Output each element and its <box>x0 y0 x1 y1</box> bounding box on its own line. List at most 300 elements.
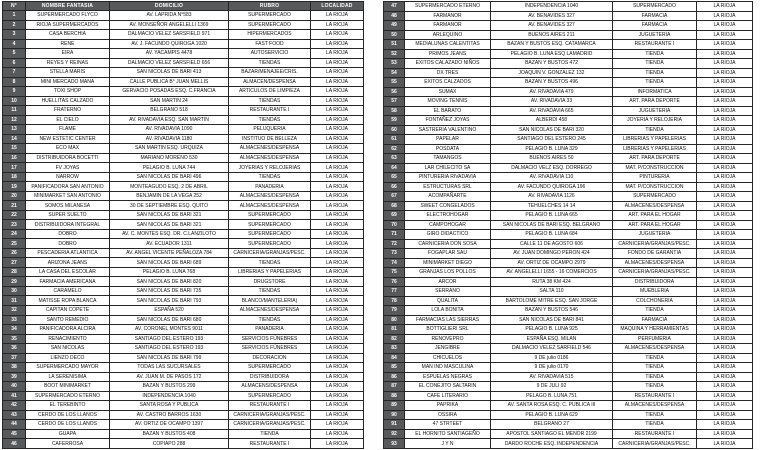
cell-nombre-fantasia: EIRA <box>26 49 110 59</box>
cell-domicilio: SAN NICOLAS DE BARI 321 <box>110 220 229 230</box>
cell-domicilio: SAN NICOLAS DE BARI 413 <box>110 68 229 78</box>
cell-domicilio: PELAGIO B. LUNA 329 <box>491 144 613 154</box>
cell-rubro: TIENDAS <box>229 115 311 125</box>
cell-nombre-fantasia: GRANJAS LOS POLLOS <box>405 268 491 278</box>
table-row <box>384 30 753 40</box>
cell-rubro: JUGUETERIA <box>613 106 697 116</box>
cell-number: 58 <box>384 106 405 116</box>
cell-domicilio: MARIANO MORENO 530 <box>110 153 229 163</box>
cell-number: 72 <box>384 239 405 249</box>
cell-domicilio: BAZAN Y BUSTOS 408 <box>110 429 229 439</box>
cell-number: 30 <box>3 286 26 296</box>
cell-rubro: SUPERMERCADO <box>229 363 311 373</box>
cell-number: 5 <box>3 49 26 59</box>
cell-rubro: JOYERIAS Y RELOJERIAS <box>229 163 311 173</box>
cell-domicilio: PELAGIO B. LUNA 684 <box>491 230 613 240</box>
cell-localidad: LA RIOJA <box>697 173 753 183</box>
cell-localidad: LA RIOJA <box>311 296 364 306</box>
cell-nombre-fantasia: CERDO DE LOS LLANOS <box>26 410 110 420</box>
cell-rubro: TIENDA <box>613 59 697 69</box>
column-header-localidad: LOCALIDAD <box>311 2 364 11</box>
cell-number: 37 <box>3 353 26 363</box>
table-row <box>384 59 753 69</box>
table-row <box>384 420 753 430</box>
cell-nombre-fantasia: CARAMELO <box>26 286 110 296</box>
cell-domicilio: AV. BENAVIDES 327 <box>491 21 613 31</box>
cell-number: 59 <box>384 116 405 126</box>
cell-nombre-fantasia: MINIMARKET DIEGO <box>405 258 491 268</box>
cell-rubro: PANADERIA <box>229 325 311 335</box>
cell-domicilio: AV. RIVADAVIA ESQ. SAN MARTIN <box>110 115 229 125</box>
cell-nombre-fantasia: FARMACIAS LAS SIERRAS <box>405 315 491 325</box>
cell-localidad: LA RIOJA <box>311 11 364 21</box>
cell-localidad: LA RIOJA <box>697 40 753 50</box>
cell-number: 8 <box>3 77 26 87</box>
cell-rubro: RESTAURANTE I <box>229 106 311 116</box>
cell-rubro: INFORMATICA <box>613 87 697 97</box>
cell-localidad: LA RIOJA <box>311 191 364 201</box>
business-table-left <box>2 1 364 449</box>
cell-domicilio: AV. CORONEL MONTES 9011 <box>110 325 229 335</box>
cell-localidad: LA RIOJA <box>311 420 364 430</box>
cell-number: 77 <box>384 287 405 297</box>
cell-number: 1 <box>3 11 26 21</box>
cell-number: 89 <box>384 401 405 411</box>
cell-localidad: LA RIOJA <box>311 134 364 144</box>
cell-domicilio: AV. RIVADAVIA 1126 <box>491 192 613 202</box>
cell-rubro: MUEBLERIA <box>613 287 697 297</box>
cell-localidad: LA RIOJA <box>311 334 364 344</box>
cell-domicilio: SAN NICOLAS DE BARI 799 <box>110 353 229 363</box>
cell-rubro: FARMACIA <box>613 21 697 31</box>
cell-localidad: LA RIOJA <box>697 268 753 278</box>
cell-rubro: BLANCO/MANTELERIA) <box>229 296 311 306</box>
cell-number: 80 <box>384 315 405 325</box>
cell-domicilio: ALBERDI 458 <box>491 116 613 126</box>
cell-nombre-fantasia: EL CIELO <box>26 115 110 125</box>
cell-rubro: FAST FOOD <box>229 39 311 49</box>
cell-localidad: LA RIOJA <box>697 78 753 88</box>
table-row <box>384 2 753 12</box>
cell-nombre-fantasia: ARLEQUINO <box>405 30 491 40</box>
table-row <box>3 163 364 173</box>
cell-localidad: LA RIOJA <box>311 201 364 211</box>
cell-number: 69 <box>384 211 405 221</box>
cell-domicilio: SANTIAGO DEL ESTERO 245 <box>491 135 613 145</box>
cell-rubro: ALMACENS/DESPENSA <box>229 382 311 392</box>
table-row <box>384 372 753 382</box>
cell-localidad: LA RIOJA <box>697 68 753 78</box>
cell-nombre-fantasia: FARMACIA AMERICANA <box>26 277 110 287</box>
table-row <box>384 306 753 316</box>
cell-domicilio: MONTEAGUDO ESQ. 2 DE ABRIL <box>110 182 229 192</box>
cell-nombre-fantasia: LA CASA DEL ESCOLAR <box>26 267 110 277</box>
table-row <box>3 277 364 287</box>
table-row <box>384 429 753 439</box>
cell-nombre-fantasia: BOTTIGLIERI SRL <box>405 325 491 335</box>
cell-domicilio: SANTIAGO DEL ESTERO 193 <box>110 334 229 344</box>
table-row <box>384 277 753 287</box>
cell-localidad: LA RIOJA <box>697 220 753 230</box>
cell-rubro: COLCHONERIA <box>613 296 697 306</box>
cell-number: 63 <box>384 154 405 164</box>
cell-nombre-fantasia: ESTRUCTURAS SRL <box>405 182 491 192</box>
cell-domicilio: PELAGIO B. LUNA ESQ LAMADRID <box>491 49 613 59</box>
cell-rubro: JUGUETERIA <box>613 230 697 240</box>
cell-domicilio: BENJAMIN DE LA VEGA 252 <box>110 191 229 201</box>
cell-rubro: ALMACENES/DESPENSA <box>613 201 697 211</box>
cell-domicilio: AV. RIVADAVIA 1090 <box>110 125 229 135</box>
cell-number: 70 <box>384 220 405 230</box>
cell-rubro: LIBRERIAS Y PAPELERIAS <box>613 144 697 154</box>
cell-domicilio: DALMACIO VELEZ SARSFIELD 656 <box>110 58 229 68</box>
cell-localidad: LA RIOJA <box>311 49 364 59</box>
cell-localidad: LA RIOJA <box>697 258 753 268</box>
cell-number: 45 <box>3 429 26 439</box>
cell-rubro: TIENDAS <box>229 315 311 325</box>
cell-nombre-fantasia: FARMANOR <box>405 21 491 31</box>
cell-number: 11 <box>3 106 26 116</box>
table-row <box>3 267 364 277</box>
cell-domicilio: SAN MARTIN 24 <box>110 96 229 106</box>
cell-localidad: LA RIOJA <box>311 172 364 182</box>
cell-nombre-fantasia: RENOVEPRO <box>405 334 491 344</box>
cell-number: 46 <box>3 439 26 449</box>
table-row <box>384 334 753 344</box>
table-row <box>3 191 364 201</box>
cell-number: 81 <box>384 325 405 335</box>
cell-domicilio: PELAGIO B. LUNA 768 <box>110 267 229 277</box>
cell-rubro: SUPERMERCADO <box>613 2 697 12</box>
cell-rubro: TIENDAS <box>229 96 311 106</box>
table-row <box>3 372 364 382</box>
cell-localidad: LA RIOJA <box>311 258 364 268</box>
cell-domicilio: ESPAÑA ESQ. MILAN <box>491 334 613 344</box>
table-row <box>384 97 753 107</box>
table-row <box>384 249 753 259</box>
cell-number: 52 <box>384 49 405 59</box>
cell-nombre-fantasia: SERRANO <box>405 287 491 297</box>
cell-number: 10 <box>3 96 26 106</box>
cell-localidad: LA RIOJA <box>311 286 364 296</box>
cell-localidad: LA RIOJA <box>697 439 753 449</box>
table-row <box>3 77 364 87</box>
cell-nombre-fantasia: CAFE LITERARIO <box>405 391 491 401</box>
table-row <box>3 201 364 211</box>
cell-localidad: LA RIOJA <box>311 30 364 40</box>
table-row <box>384 21 753 31</box>
table-row <box>384 40 753 50</box>
cell-localidad: LA RIOJA <box>311 363 364 373</box>
table-row <box>3 305 364 315</box>
cell-nombre-fantasia: SOMOS MILANESA <box>26 201 110 211</box>
cell-domicilio: 30 DE SEPTIEMBRE ESQ. QUITO <box>110 201 229 211</box>
table-row <box>384 68 753 78</box>
cell-number: 60 <box>384 125 405 135</box>
cell-rubro: ART. PARA EL HOGAR <box>613 211 697 221</box>
cell-localidad: LA RIOJA <box>697 382 753 392</box>
cell-nombre-fantasia: FRATERNO <box>26 106 110 116</box>
table-row <box>3 153 364 163</box>
cell-number: 41 <box>3 391 26 401</box>
cell-number: 50 <box>384 30 405 40</box>
cell-domicilio: INDEPENDENCIA 1040 <box>110 391 229 401</box>
table-row <box>3 334 364 344</box>
cell-localidad: LA RIOJA <box>311 410 364 420</box>
cell-localidad: LA RIOJA <box>697 144 753 154</box>
cell-nombre-fantasia: ACOMPAÑARTE <box>405 192 491 202</box>
cell-localidad: LA RIOJA <box>311 401 364 411</box>
cell-localidad: LA RIOJA <box>697 87 753 97</box>
cell-nombre-fantasia: REYES Y REINAS <box>26 58 110 68</box>
cell-rubro: JOYERIA Y RELOJERIA <box>613 116 697 126</box>
cell-localidad: LA RIOJA <box>697 135 753 145</box>
table-row <box>384 125 753 135</box>
cell-number: 24 <box>3 229 26 239</box>
cell-number: 54 <box>384 68 405 78</box>
cell-nombre-fantasia: ESPUELAS NEGRAS <box>405 372 491 382</box>
cell-domicilio: 9 DE JULI 92 <box>491 382 613 392</box>
cell-domicilio: SAN NICOLAS DE BARI 321 <box>110 210 229 220</box>
cell-nombre-fantasia: BOOT MINIMARKET <box>26 382 110 392</box>
table-row <box>3 391 364 401</box>
cell-number: 23 <box>3 220 26 230</box>
cell-number: 83 <box>384 344 405 354</box>
cell-nombre-fantasia: CAFERROSA <box>26 439 110 449</box>
cell-number: 7 <box>3 68 26 78</box>
cell-number: 6 <box>3 58 26 68</box>
cell-domicilio: AV. YACAMPIS 4478 <box>110 49 229 59</box>
cell-domicilio: TEHUELCHES 14 14 <box>491 201 613 211</box>
cell-localidad: LA RIOJA <box>697 59 753 69</box>
cell-rubro: ART. PARA DEPORTE <box>613 154 697 164</box>
cell-number: 35 <box>3 334 26 344</box>
cell-localidad: LA RIOJA <box>311 106 364 116</box>
cell-localidad: LA RIOJA <box>311 144 364 154</box>
table-body-right <box>384 2 753 449</box>
cell-rubro: TIENDA <box>613 382 697 392</box>
column-header-rubro: RUBRO <box>229 2 311 11</box>
cell-localidad: LA RIOJA <box>311 229 364 239</box>
cell-nombre-fantasia: PAPRIKA <box>405 401 491 411</box>
cell-rubro: ALMACEN/DESPENSA <box>229 77 311 87</box>
table-row <box>3 325 364 335</box>
table-row <box>3 344 364 354</box>
table-row <box>384 49 753 59</box>
cell-localidad: LA RIOJA <box>311 239 364 249</box>
cell-domicilio: BELGRANO 27 <box>491 420 613 430</box>
cell-nombre-fantasia: SUPER SUELTO <box>26 210 110 220</box>
cell-number: 42 <box>3 401 26 411</box>
cell-number: 84 <box>384 353 405 363</box>
table-row <box>3 382 364 392</box>
cell-rubro: SERVICIOS FÚNEBRES <box>229 334 311 344</box>
table-row <box>3 210 364 220</box>
table-row <box>384 230 753 240</box>
cell-domicilio: GERVACIO POSADAS ESQ. C.FRANCIA <box>110 87 229 97</box>
cell-localidad: LA RIOJA <box>697 363 753 373</box>
cell-localidad: LA RIOJA <box>311 182 364 192</box>
table-row <box>3 401 364 411</box>
cell-nombre-fantasia: ARCOR <box>405 277 491 287</box>
cell-number: 4 <box>3 39 26 49</box>
cell-rubro: ALMACENES/DESPENSA <box>613 258 697 268</box>
cell-nombre-fantasia: DX TRES <box>405 68 491 78</box>
cell-number: 13 <box>3 125 26 135</box>
cell-domicilio: BAZAN Y BUSTOS 472 <box>491 59 613 69</box>
cell-number: 92 <box>384 429 405 439</box>
table-row <box>3 68 364 78</box>
cell-number: 78 <box>384 296 405 306</box>
cell-number: 25 <box>3 239 26 249</box>
cell-localidad: LA RIOJA <box>697 344 753 354</box>
cell-rubro: SUPERMERCADO <box>229 220 311 230</box>
cell-domicilio: SAN NICOLAS DE BARI 496 <box>110 172 229 182</box>
cell-domicilio: SAN NICOLAS DE BARI 320 <box>491 125 613 135</box>
cell-nombre-fantasia: SASTRERIA VALENTINO <box>405 125 491 135</box>
cell-domicilio: SAN MARTIN ESQ. URQUIZA <box>110 144 229 154</box>
cell-rubro: MAT. P/CONSTRUCCION <box>613 163 697 173</box>
business-table-right <box>383 1 753 449</box>
cell-domicilio: AV. BENAVIDES 327 <box>491 11 613 21</box>
cell-domicilio: CALLE 11 DE AGOSTO 606 <box>491 239 613 249</box>
cell-nombre-fantasia: LOLA BONITA <box>405 306 491 316</box>
cell-rubro: TIENDA <box>613 49 697 59</box>
cell-nombre-fantasia: PANIFICADORA ALCIRA <box>26 325 110 335</box>
cell-localidad: LA RIOJA <box>311 220 364 230</box>
cell-localidad: LA RIOJA <box>697 182 753 192</box>
cell-localidad: LA RIOJA <box>697 163 753 173</box>
cell-localidad: LA RIOJA <box>311 96 364 106</box>
cell-nombre-fantasia: CAMPOHOGAR <box>405 220 491 230</box>
table-row <box>384 154 753 164</box>
cell-localidad: LA RIOJA <box>311 372 364 382</box>
cell-rubro: PELUQUERIA <box>229 125 311 135</box>
cell-localidad: LA RIOJA <box>311 305 364 315</box>
cell-nombre-fantasia: GUAPA <box>26 429 110 439</box>
cell-localidad: LA RIOJA <box>697 315 753 325</box>
table-row <box>3 87 364 97</box>
cell-nombre-fantasia: EL TEREBINTO <box>26 401 110 411</box>
cell-nombre-fantasia: DISTRIBUIDORA BOCETTI <box>26 153 110 163</box>
cell-rubro: TIENDA <box>613 420 697 430</box>
cell-nombre-fantasia: NARROW <box>26 172 110 182</box>
cell-number: 19 <box>3 182 26 192</box>
cell-domicilio: AV. CASTRO BARROS 1630 <box>110 410 229 420</box>
cell-rubro: TIENDA <box>613 68 697 78</box>
cell-domicilio: SANTIAGO DEL ESTERO 193 <box>110 344 229 354</box>
cell-number: 75 <box>384 268 405 278</box>
cell-localidad: LA RIOJA <box>697 49 753 59</box>
cell-rubro: ALMACENES/DESPENSA <box>229 191 311 201</box>
cell-localidad: LA RIOJA <box>311 382 364 392</box>
table-row <box>3 429 364 439</box>
cell-rubro: INSTITUO DE BELLEZA <box>229 134 311 144</box>
table-row <box>384 78 753 88</box>
table-row <box>3 439 364 449</box>
cell-rubro: SERVICIOS FÚNEBRES <box>229 344 311 354</box>
cell-nombre-fantasia: GIRO DIDACTICO <box>405 230 491 240</box>
table-row <box>384 258 753 268</box>
cell-domicilio: PELAGO B. LUNA 751 <box>491 391 613 401</box>
cell-rubro: MAQUINA Y HERRAMIENTAS <box>613 325 697 335</box>
cell-nombre-fantasia: JENGIBRE <box>405 344 491 354</box>
cell-domicilio: ESPAÑA 520 <box>110 305 229 315</box>
cell-domicilio: PELAGIO B. LUNA 665 <box>491 211 613 221</box>
cell-domicilio: SAN NICOLAS DE BARI 680 <box>110 315 229 325</box>
cell-rubro: RESTAURANTE I <box>229 439 311 449</box>
table-row <box>3 144 364 154</box>
table-row <box>3 229 364 239</box>
cell-rubro: CARNICERIA/GRANJAS/PESC. <box>229 248 311 258</box>
cell-number: 73 <box>384 249 405 259</box>
cell-domicilio: BAZAN Y BUSTOS 496 <box>491 78 613 88</box>
cell-number: 47 <box>384 2 405 12</box>
cell-localidad: LA RIOJA <box>311 267 364 277</box>
cell-nombre-fantasia: CERDO DE LOS LLANOS <box>26 420 110 430</box>
cell-domicilio: AV. RIVADAVIA 33 <box>491 97 613 107</box>
cell-domicilio: AV. ANGEL VICENTE PEÑALOZA 784 <box>110 248 229 258</box>
table-body-left <box>3 11 364 449</box>
cell-nombre-fantasia: OSSIRA <box>405 410 491 420</box>
cell-domicilio: 9 DE julio 0186 <box>491 353 613 363</box>
table-row <box>384 410 753 420</box>
cell-domicilio: AV. MONSEÑOR ANGELELLI 1369 <box>110 20 229 30</box>
cell-domicilio: AV. RIVADAVIA 110 <box>491 173 613 183</box>
cell-localidad: LA RIOJA <box>697 192 753 202</box>
cell-localidad: LA RIOJA <box>311 353 364 363</box>
cell-rubro: SUPERMERCADO <box>229 210 311 220</box>
cell-rubro: PANADERIA <box>229 182 311 192</box>
cell-rubro: TIENDAS <box>229 58 311 68</box>
table-row <box>3 239 364 249</box>
table-row <box>384 353 753 363</box>
cell-localidad: LA RIOJA <box>311 87 364 97</box>
cell-nombre-fantasia: ECO MAX <box>26 144 110 154</box>
cell-number: 33 <box>3 315 26 325</box>
table-row <box>3 30 364 40</box>
cell-domicilio: BUENOS AIRES 50 <box>491 154 613 164</box>
cell-number: 20 <box>3 191 26 201</box>
table-row <box>3 49 364 59</box>
table-row <box>384 11 753 21</box>
cell-localidad: LA RIOJA <box>697 2 753 12</box>
cell-nombre-fantasia: EL BARATO <box>405 106 491 116</box>
table-row <box>384 363 753 373</box>
header-row <box>3 2 364 11</box>
cell-number: 39 <box>3 372 26 382</box>
cell-nombre-fantasia: PAPELAR <box>405 135 491 145</box>
business-table-left-page <box>2 1 364 449</box>
cell-localidad: LA RIOJA <box>697 21 753 31</box>
cell-domicilio: AV. JUAN DOMINGO PERON 424 <box>491 249 613 259</box>
cell-rubro: TIENDAS <box>229 258 311 268</box>
cell-number: 93 <box>384 439 405 449</box>
column-header-domicilio: DOMICILIO <box>110 2 229 11</box>
table-row <box>3 172 364 182</box>
cell-domicilio: AV. LAPRIDA N°583 <box>110 11 229 21</box>
cell-nombre-fantasia: NEW ESTETIC CENTER <box>26 134 110 144</box>
cell-localidad: LA RIOJA <box>311 115 364 125</box>
cell-rubro: DECORACION <box>229 353 311 363</box>
business-table-right-page <box>383 1 753 449</box>
cell-localidad: LA RIOJA <box>697 239 753 249</box>
cell-number: 18 <box>3 172 26 182</box>
cell-number: 85 <box>384 363 405 373</box>
cell-nombre-fantasia: RENACIMIENTO <box>26 334 110 344</box>
cell-localidad: LA RIOJA <box>697 211 753 221</box>
cell-number: 56 <box>384 87 405 97</box>
